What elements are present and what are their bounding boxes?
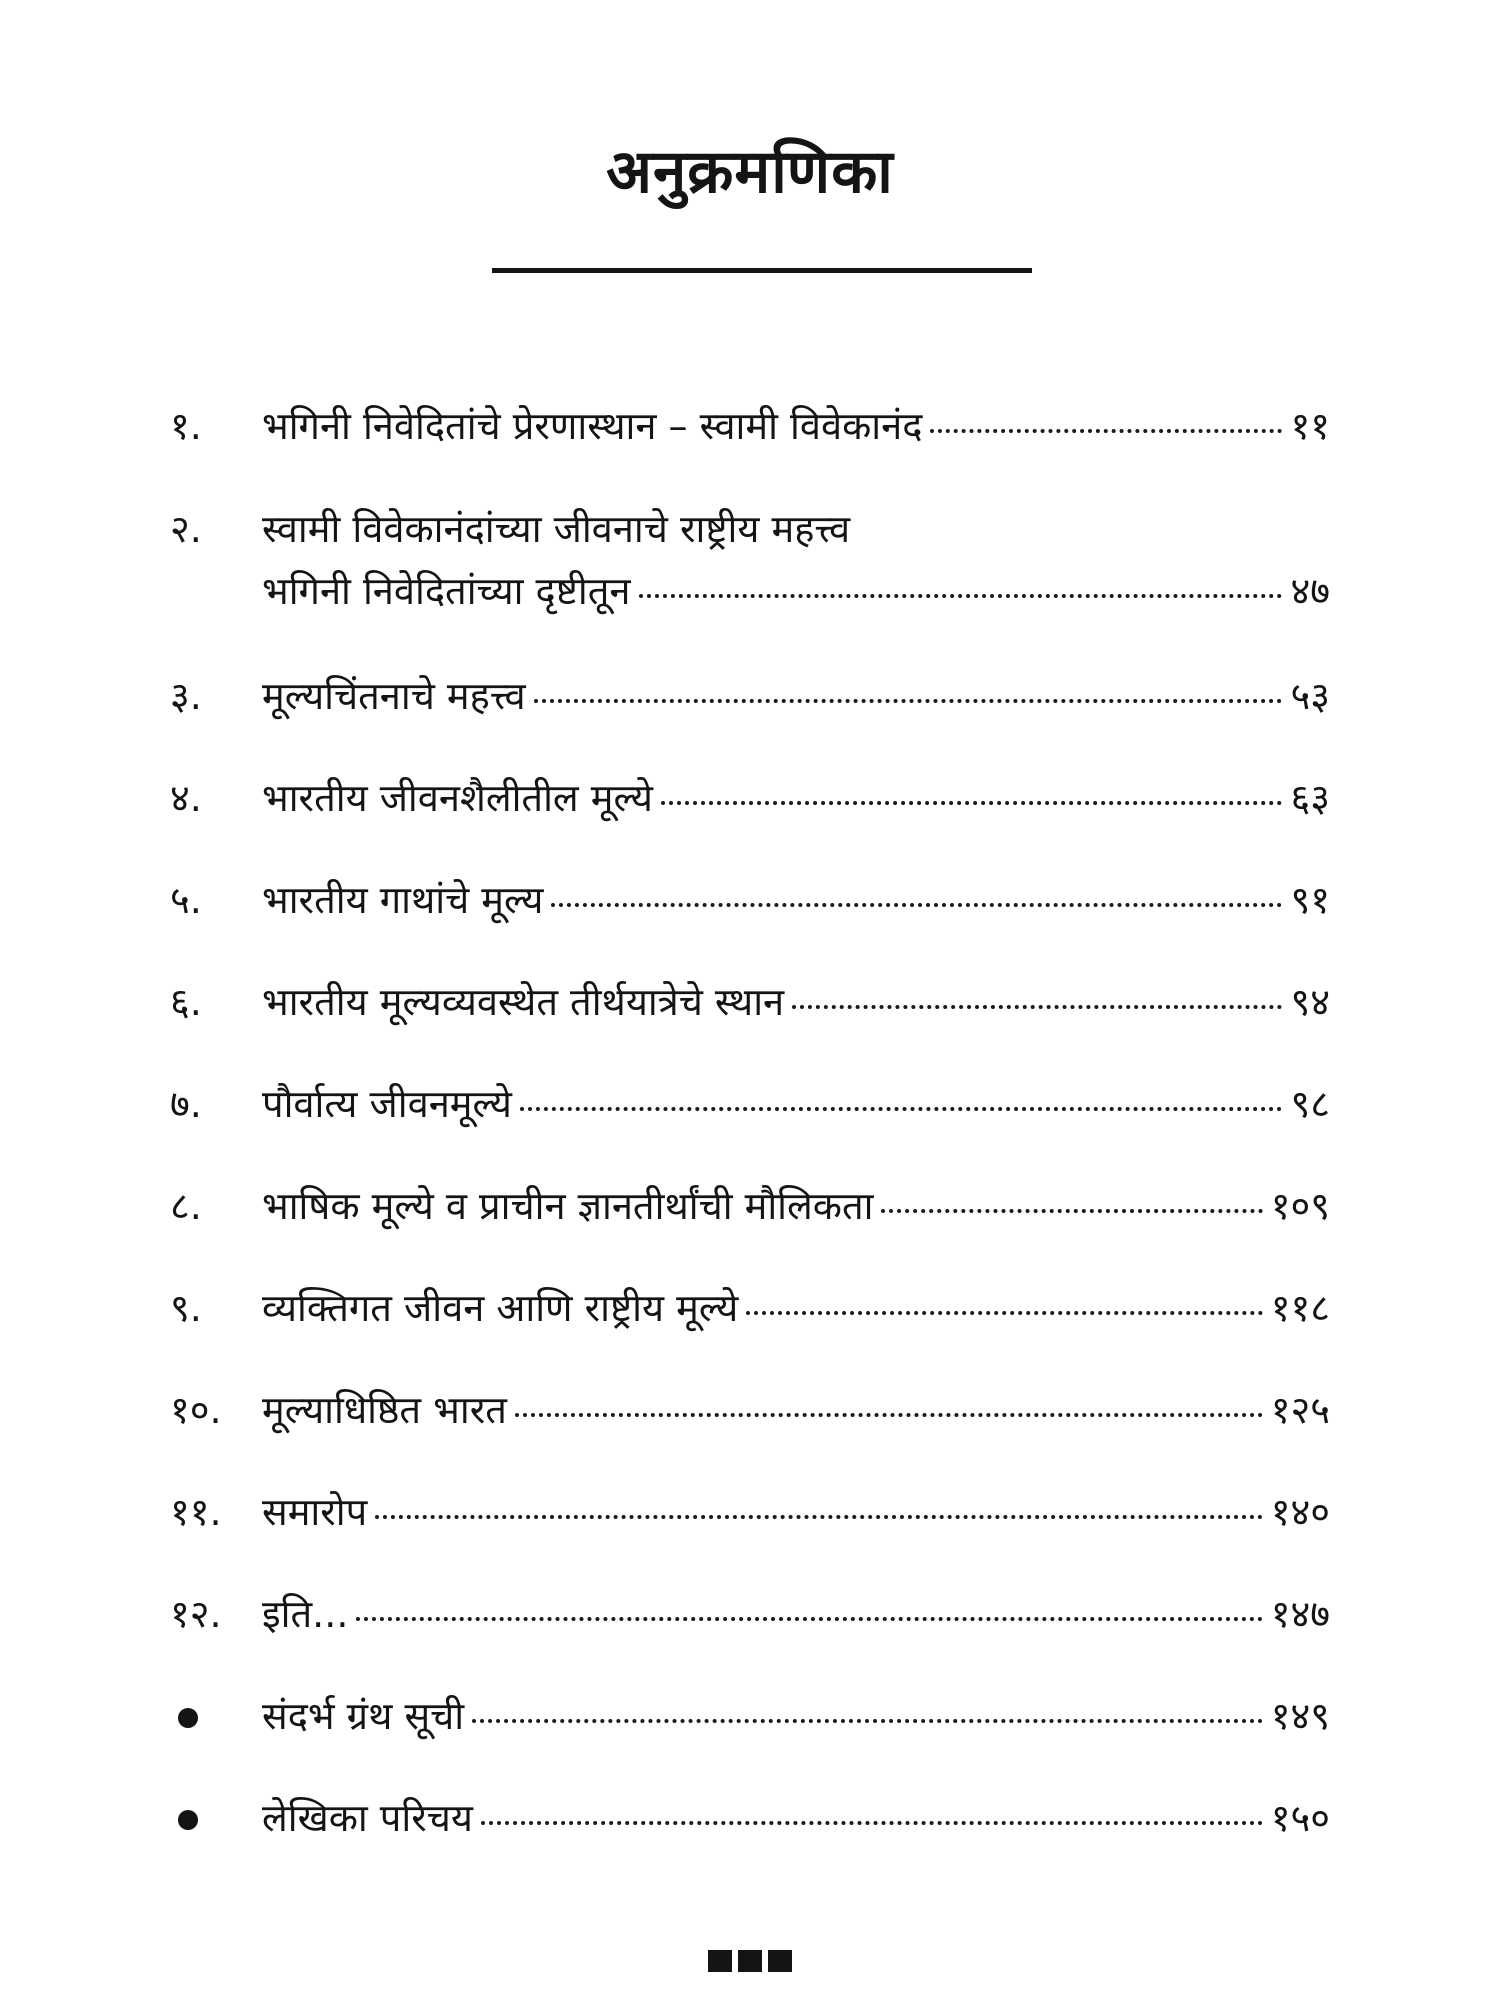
toc-entry <box>170 1078 1330 1130</box>
entry-line <box>262 1384 1330 1436</box>
toc-entry <box>170 1282 1330 1334</box>
dot-leader <box>534 699 1283 703</box>
entry-title: भारतीय जीवनशैलीतील मूल्ये <box>262 776 653 820</box>
toc-entry <box>170 1486 1330 1538</box>
entry-line <box>262 565 1330 617</box>
entry-title: भाषिक मूल्ये व प्राचीन ज्ञानतीर्थांची मौलिकता <box>262 1184 874 1228</box>
dot-leader <box>551 903 1282 907</box>
entry-number: ९. <box>170 1286 202 1330</box>
toc-entry <box>170 772 1330 824</box>
dot-leader <box>520 1107 1283 1111</box>
ornament-square <box>738 1950 762 1972</box>
dot-leader <box>661 801 1283 805</box>
entry-line <box>262 1792 1330 1844</box>
entry-title: संदर्भ ग्रंथ सूची <box>262 1694 465 1738</box>
entry-number: २. <box>170 507 202 551</box>
end-ornament <box>0 1950 1500 1972</box>
bullet-icon <box>178 1810 198 1830</box>
ornament-square <box>768 1950 792 1972</box>
toc-entry <box>170 1792 1330 1844</box>
entry-number: ६. <box>170 980 202 1024</box>
dot-leader <box>881 1209 1262 1213</box>
entry-number: ७. <box>170 1082 202 1126</box>
page-number: १५० <box>1270 1796 1330 1840</box>
entry-line <box>262 670 1330 722</box>
dot-leader <box>792 1005 1282 1009</box>
dot-leader <box>639 594 1283 598</box>
entry-line <box>262 1282 1330 1334</box>
dot-leader <box>515 1413 1263 1417</box>
toc-entry <box>170 1180 1330 1232</box>
entry-title: मूल्याधिष्ठित भारत <box>262 1388 507 1432</box>
page-number: ९१ <box>1290 878 1330 922</box>
page-number: ९४ <box>1290 980 1330 1024</box>
page-number: ११८ <box>1270 1286 1330 1330</box>
entry-title: भगिनी निवेदितांचे प्रेरणास्थान – स्वामी विवेकानंद <box>262 404 923 448</box>
entry-number: ११. <box>170 1490 222 1534</box>
entry-title: भारतीय गाथांचे मूल्य <box>262 878 544 922</box>
toc-entry <box>170 670 1330 722</box>
entry-title: इति... <box>262 1592 349 1636</box>
entry-line <box>262 503 1330 555</box>
toc-entry <box>170 1384 1330 1436</box>
entry-number: ३. <box>170 674 202 718</box>
entry-number: १. <box>170 404 202 448</box>
page-title: अनुक्रमणिका <box>606 137 894 207</box>
entry-line <box>262 1078 1330 1130</box>
entry-title: समारोप <box>262 1490 368 1534</box>
entry-line <box>262 1486 1330 1538</box>
page-number: १४० <box>1270 1490 1330 1534</box>
entry-number: ८. <box>170 1184 202 1228</box>
entry-title: लेखिका परिचय <box>262 1796 473 1840</box>
entry-title: स्वामी विवेकानंदांच्या जीवनाचे राष्ट्रीय महत्त्व <box>262 507 851 551</box>
entry-title: भारतीय मूल्यव्यवस्थेत तीर्थयात्रेचे स्थान <box>262 980 785 1024</box>
bullet-icon <box>178 1708 198 1728</box>
page-number: १०९ <box>1270 1184 1330 1228</box>
entry-line <box>262 874 1330 926</box>
toc-entry <box>170 874 1330 926</box>
page-number: १४७ <box>1270 1592 1330 1636</box>
entry-title: पौर्वात्य जीवनमूल्ये <box>262 1082 512 1126</box>
entry-line <box>262 976 1330 1028</box>
toc-entry <box>170 1690 1330 1742</box>
entry-title: मूल्यचिंतनाचे महत्त्व <box>262 674 526 718</box>
entry-number: १२. <box>170 1592 222 1636</box>
dot-leader <box>375 1515 1262 1519</box>
dot-leader <box>481 1821 1263 1825</box>
page-number: ११ <box>1290 404 1330 448</box>
dot-leader <box>930 429 1282 433</box>
page-number: ५३ <box>1290 674 1330 718</box>
page-number: ४७ <box>1290 569 1330 613</box>
title-underline <box>492 268 1032 273</box>
ornament-square <box>708 1950 732 1972</box>
toc-entry <box>170 976 1330 1028</box>
entry-number: ५. <box>170 878 202 922</box>
entry-number: ४. <box>170 776 202 820</box>
toc-entry <box>170 400 1330 452</box>
entry-number: १०. <box>170 1388 222 1432</box>
entry-title: व्यक्तिगत जीवन आणि राष्ट्रीय मूल्ये <box>262 1286 739 1330</box>
dot-leader <box>746 1311 1262 1315</box>
entry-line <box>262 1180 1330 1232</box>
entry-line <box>262 1690 1330 1742</box>
dot-leader <box>472 1719 1263 1723</box>
entry-title: भगिनी निवेदितांच्या दृष्टीतून <box>262 569 631 613</box>
page-number: १४९ <box>1270 1694 1330 1738</box>
page-number: ६३ <box>1290 776 1330 820</box>
page-number: ९८ <box>1290 1082 1330 1126</box>
dot-leader <box>356 1617 1262 1621</box>
toc-entry <box>170 503 1330 617</box>
entry-line <box>262 772 1330 824</box>
entry-line <box>262 1588 1330 1640</box>
toc-entry <box>170 1588 1330 1640</box>
page-number: १२५ <box>1270 1388 1330 1432</box>
entry-line <box>262 400 1330 452</box>
